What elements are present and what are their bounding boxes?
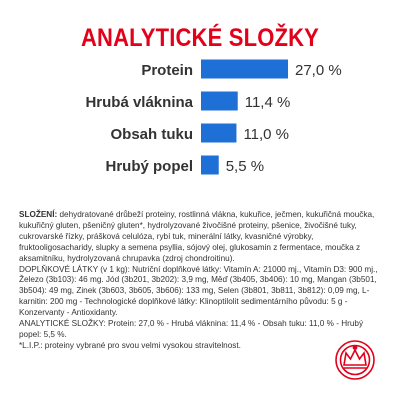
- additives-text: (v 1 kg): Nutriční doplňkové látky: Vitamín A: 21000 mj., Vitamín D3: 900 mj., Železo (3b103): 46 mg. Jód (3b201, 3b202): 3,9 mg, Měď (3b405, 3b406): 10 mg, Mangan (3b501, 3b504): 49 mg, Zinek (3b603, 3b605, 3b606): 133 mg, Selen (3b801, 3b811, 3b812): 0,09 mg, L-karnitin: 200 mg - Technologické doplňkové látky: Klinoptilolit sedimentárního původu: 5 g - Konzervanty - Antioxidanty.: [19, 264, 378, 318]
- additives-label: DOPLŇKOVÉ LÁTKY: [19, 264, 99, 274]
- composition-label: SLOŽENÍ:: [19, 210, 58, 219]
- page-title: ANALYTICKÉ SLOŽKY: [80, 24, 320, 52]
- analytical-label: ANALYTICKÉ SLOŽKY: [19, 319, 104, 329]
- category-label: Hrubý popel: [105, 158, 193, 175]
- bar: [201, 124, 236, 143]
- analytical-paragraph: [19, 319, 381, 341]
- value-label: 27,0 %: [295, 62, 342, 79]
- composition-paragraph: [19, 210, 381, 265]
- bars-layer: [85, 60, 341, 176]
- category-label: Protein: [141, 62, 193, 79]
- value-label: 11,4 %: [244, 94, 291, 111]
- crown-top-dot: [353, 346, 356, 349]
- bar: [201, 60, 288, 79]
- royal-canin-crown-logo: [331, 334, 379, 384]
- additives-paragraph: [19, 265, 381, 320]
- composition-text: dehydratované drůbeží proteiny, rostlinná vlákna, kukuřice, ječmen, kukuřičná moučka, kukuřičný gluten, pšeničný gluten*, hydrolyzované živočišné proteiny, pšenice, živočišné tuky, cukrovarské řízky, prášková celulóza, rybí tuk, minerální látky, kvasničné výrobky, fruktooligosacharidy, slupky a semena psyllia, sójový olej, glukosamin z fermentace, moučka z aksamitníku, hydrolyzovaná chrupavka (zdroj chondroitinu).: [19, 210, 375, 263]
- bar: [201, 92, 238, 111]
- value-label: 11,0 %: [243, 126, 290, 143]
- analytical-text: : Protein: 27,0 % - Hrubá vláknina: 11,4 % - Obsah tuku: 11,0 % - Hrubý popel: 5,5 %.: [19, 319, 364, 339]
- bar: [201, 156, 219, 175]
- footnote: *L.I.P.: proteiny vybrané pro svou velmi vysokou stravitelnost.: [19, 340, 241, 350]
- category-label: Hrubá vláknina: [85, 94, 193, 111]
- value-label: 5,5 %: [225, 158, 265, 175]
- crown-icon: [344, 350, 366, 365]
- category-label: Obsah tuku: [110, 126, 193, 143]
- ingredients-block: [19, 210, 381, 352]
